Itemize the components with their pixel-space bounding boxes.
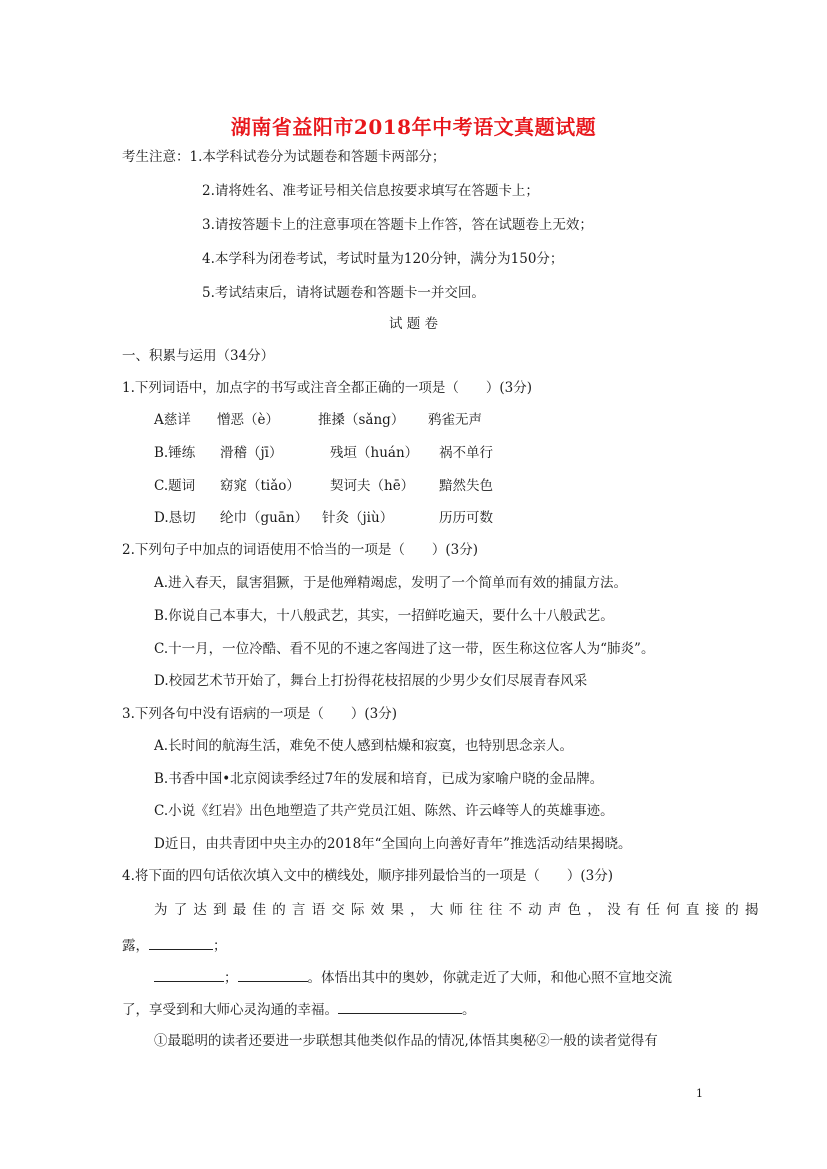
passage-text: ； <box>224 970 238 986</box>
question-4-passage-cont <box>122 935 227 956</box>
option-word: 推搡（sǎng） <box>318 412 405 428</box>
passage-text: 露， <box>122 938 149 954</box>
question-1-stem: 1.下列词语中，加点字的书写或注音全都正确的一项是（ ）(3分) <box>122 380 533 396</box>
option-word: 窈窕（tiǎo） <box>220 478 300 494</box>
question-2-option: A.进入春天，鼠害猖獗，于是他殚精竭虑，发明了一个简单而有效的捕鼠方法。 <box>154 575 628 591</box>
question-2-option: C.十一月，一位冷酷、看不见的不速之客闯进了这一带，医生称这位客人为“肺炎”。 <box>154 641 655 657</box>
option-word: 残垣（huán） <box>330 445 419 461</box>
option-word: 契诃夫（hē） <box>330 478 415 494</box>
notice-line-1 <box>122 147 445 167</box>
option-word: 针灸（jiù） <box>322 510 394 526</box>
option-word: A慈详 <box>154 412 191 428</box>
question-3-option: B.书香中国•北京阅读季经过7年的发展和培育，已成为家喻户晓的金品牌。 <box>154 771 604 787</box>
passage-text: 了，享受到和大师心灵沟通的幸福。 <box>122 1002 338 1018</box>
question-3-option: C.小说《红岩》出色地塑造了共产党员江姐、陈然、许云峰等人的英雄事迹。 <box>154 803 614 819</box>
passage-text: ； <box>213 938 227 954</box>
notice-item: 3.请按答题卡上的注意事项在答题卡上作答，答在试题卷上无效； <box>202 217 593 233</box>
question-4-sentences: ①最聪明的读者还要进一步联想其他类似作品的情况,体悟其奥秘②一般的读者觉得有 <box>154 1033 658 1049</box>
page-number: 1 <box>696 1087 703 1100</box>
notice-item: 1.本学科试卷分为试题卷和答题卡两部分； <box>189 149 446 165</box>
fill-blank <box>238 967 308 982</box>
option-word: 憎恶（è） <box>217 412 279 428</box>
option-word: 鸦雀无声 <box>428 412 482 428</box>
option-word: 滑稽（jī） <box>220 445 283 461</box>
question-2-option: D.校园艺术节开始了，舞台上打扮得花枝招展的少男少女们尽展青春风采 <box>154 673 588 689</box>
question-3-option: D近日，由共青团中央主办的2018年“全国向上向善好青年”推选活动结果揭晓。 <box>154 836 632 852</box>
option-word: B.锤练 <box>154 445 196 461</box>
notice-item: 4.本学科为闭卷考试，考试时量为120分钟，满分为150分； <box>202 251 564 267</box>
part-heading: 一、积累与运用（34分） <box>122 348 275 364</box>
fill-blank <box>154 967 224 982</box>
notice-label: 考生注意： <box>122 149 190 165</box>
question-3-stem: 3.下列各句中没有语病的一项是（ ）(3分) <box>122 706 398 722</box>
question-4-blanks-line <box>154 967 672 988</box>
question-4-passage: 为了达到最佳的言语交际效果，大师往往不动声色，没有任何直接的揭 <box>154 902 765 918</box>
fill-blank <box>338 999 462 1014</box>
question-2-stem: 2.下列句子中加点的词语使用不恰当的一项是（ ）(3分) <box>122 542 479 558</box>
section-title: 试 题 卷 <box>388 316 439 332</box>
question-4-stem: 4.将下面的四句话依次填入文中的横线处，顺序排列最恰当的一项是（ ）(3分) <box>122 868 614 884</box>
option-word: 祸不单行 <box>439 445 493 461</box>
passage-text: 。体悟出其中的奥妙，你就走近了大师，和他心照不宣地交流 <box>307 970 672 986</box>
document-title: 湖南省益阳市2018年中考语文真题试题 <box>230 115 597 139</box>
fill-blank <box>149 935 213 950</box>
passage-text: 。 <box>462 1002 476 1018</box>
question-2-option: B.你说自己本事大，十八般武艺，其实，一招鲜吃遍天，要什么十八般武艺。 <box>154 608 614 624</box>
option-word: C.题词 <box>154 478 196 494</box>
notice-item: 2.请将姓名、准考证号相关信息按要求填写在答题卡上； <box>202 183 539 199</box>
option-word: 历历可数 <box>439 510 493 526</box>
question-3-option: A.长时间的航海生活，难免不使人感到枯燥和寂寞，也特别思念亲人。 <box>154 738 574 754</box>
notice-item: 5.考试结束后，请将试题卷和答题卡一并交回。 <box>202 285 485 301</box>
option-word: 纶巾（guān） <box>220 510 309 526</box>
question-4-passage-end <box>122 999 476 1020</box>
option-word: 黯然失色 <box>439 478 493 494</box>
option-word: D.恳切 <box>154 510 196 526</box>
